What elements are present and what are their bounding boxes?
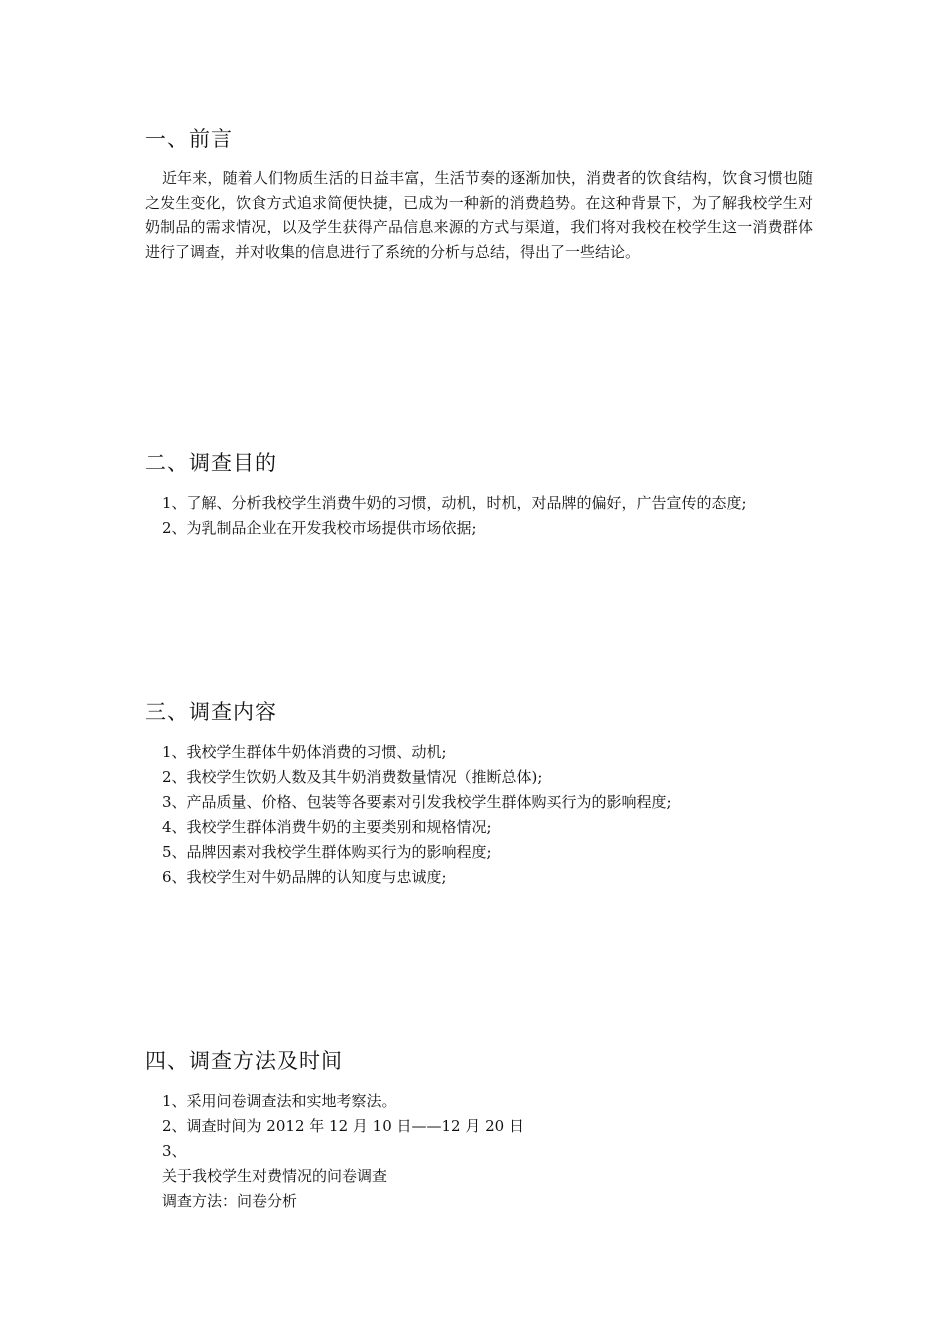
content-item-2: 2、我校学生饮奶人数及其牛奶消费数量情况（推断总体);	[162, 768, 543, 786]
content-item-1: 1、我校学生群体牛奶体消费的习惯、动机;	[162, 743, 447, 761]
method-item-1: 1、采用问卷调查法和实地考察法。	[162, 1092, 397, 1110]
method-item-2: 2、调查时间为 2012 年 12 月 10 日——12 月 20 日	[162, 1117, 524, 1135]
purpose-item-1: 1、了解、分析我校学生消费牛奶的习惯，动机，时机，对品牌的偏好，广告宣传的态度;	[162, 494, 747, 512]
content-item-4: 4、我校学生群体消费牛奶的主要类别和规格情况;	[162, 818, 492, 836]
survey-method-line: 调查方法：问卷分析	[162, 1192, 298, 1210]
preface-paragraph: 近年来，随着人们物质生活的日益丰富，生活节奏的逐渐加快，消费者的饮食结构，饮食习惯也随之发生变化，饮食方式追求简便快捷，已成为一种新的消费趋势。在这种背景下，为了解我校学生对奶制品的需求情况，以及学生获得产品信息来源的方式与渠道，我们将对我校在校学生这一消费群体进行了调查，并对收集的信息进行了系统的分析与总结，得出了一些结论。	[145, 169, 813, 261]
content-item-3: 3、产品质量、价格、包装等各要素对引发我校学生群体购买行为的影响程度;	[162, 793, 672, 811]
section-heading-content: 三、调查内容	[145, 700, 277, 724]
content-item-5: 5、品牌因素对我校学生群体购买行为的影响程度;	[162, 843, 492, 861]
content-item-6: 6、我校学生对牛奶品牌的认知度与忠诚度;	[162, 868, 447, 886]
questionnaire-title: 关于我校学生对费情况的问卷调查	[162, 1167, 388, 1185]
method-item-3: 3、	[162, 1142, 187, 1160]
section-heading-purpose: 二、调查目的	[145, 451, 277, 475]
section-heading-method: 四、调查方法及时间	[145, 1049, 343, 1073]
purpose-item-2: 2、为乳制品企业在开发我校市场提供市场依据;	[162, 519, 477, 537]
section-heading-preface: 一、前言	[145, 127, 233, 151]
